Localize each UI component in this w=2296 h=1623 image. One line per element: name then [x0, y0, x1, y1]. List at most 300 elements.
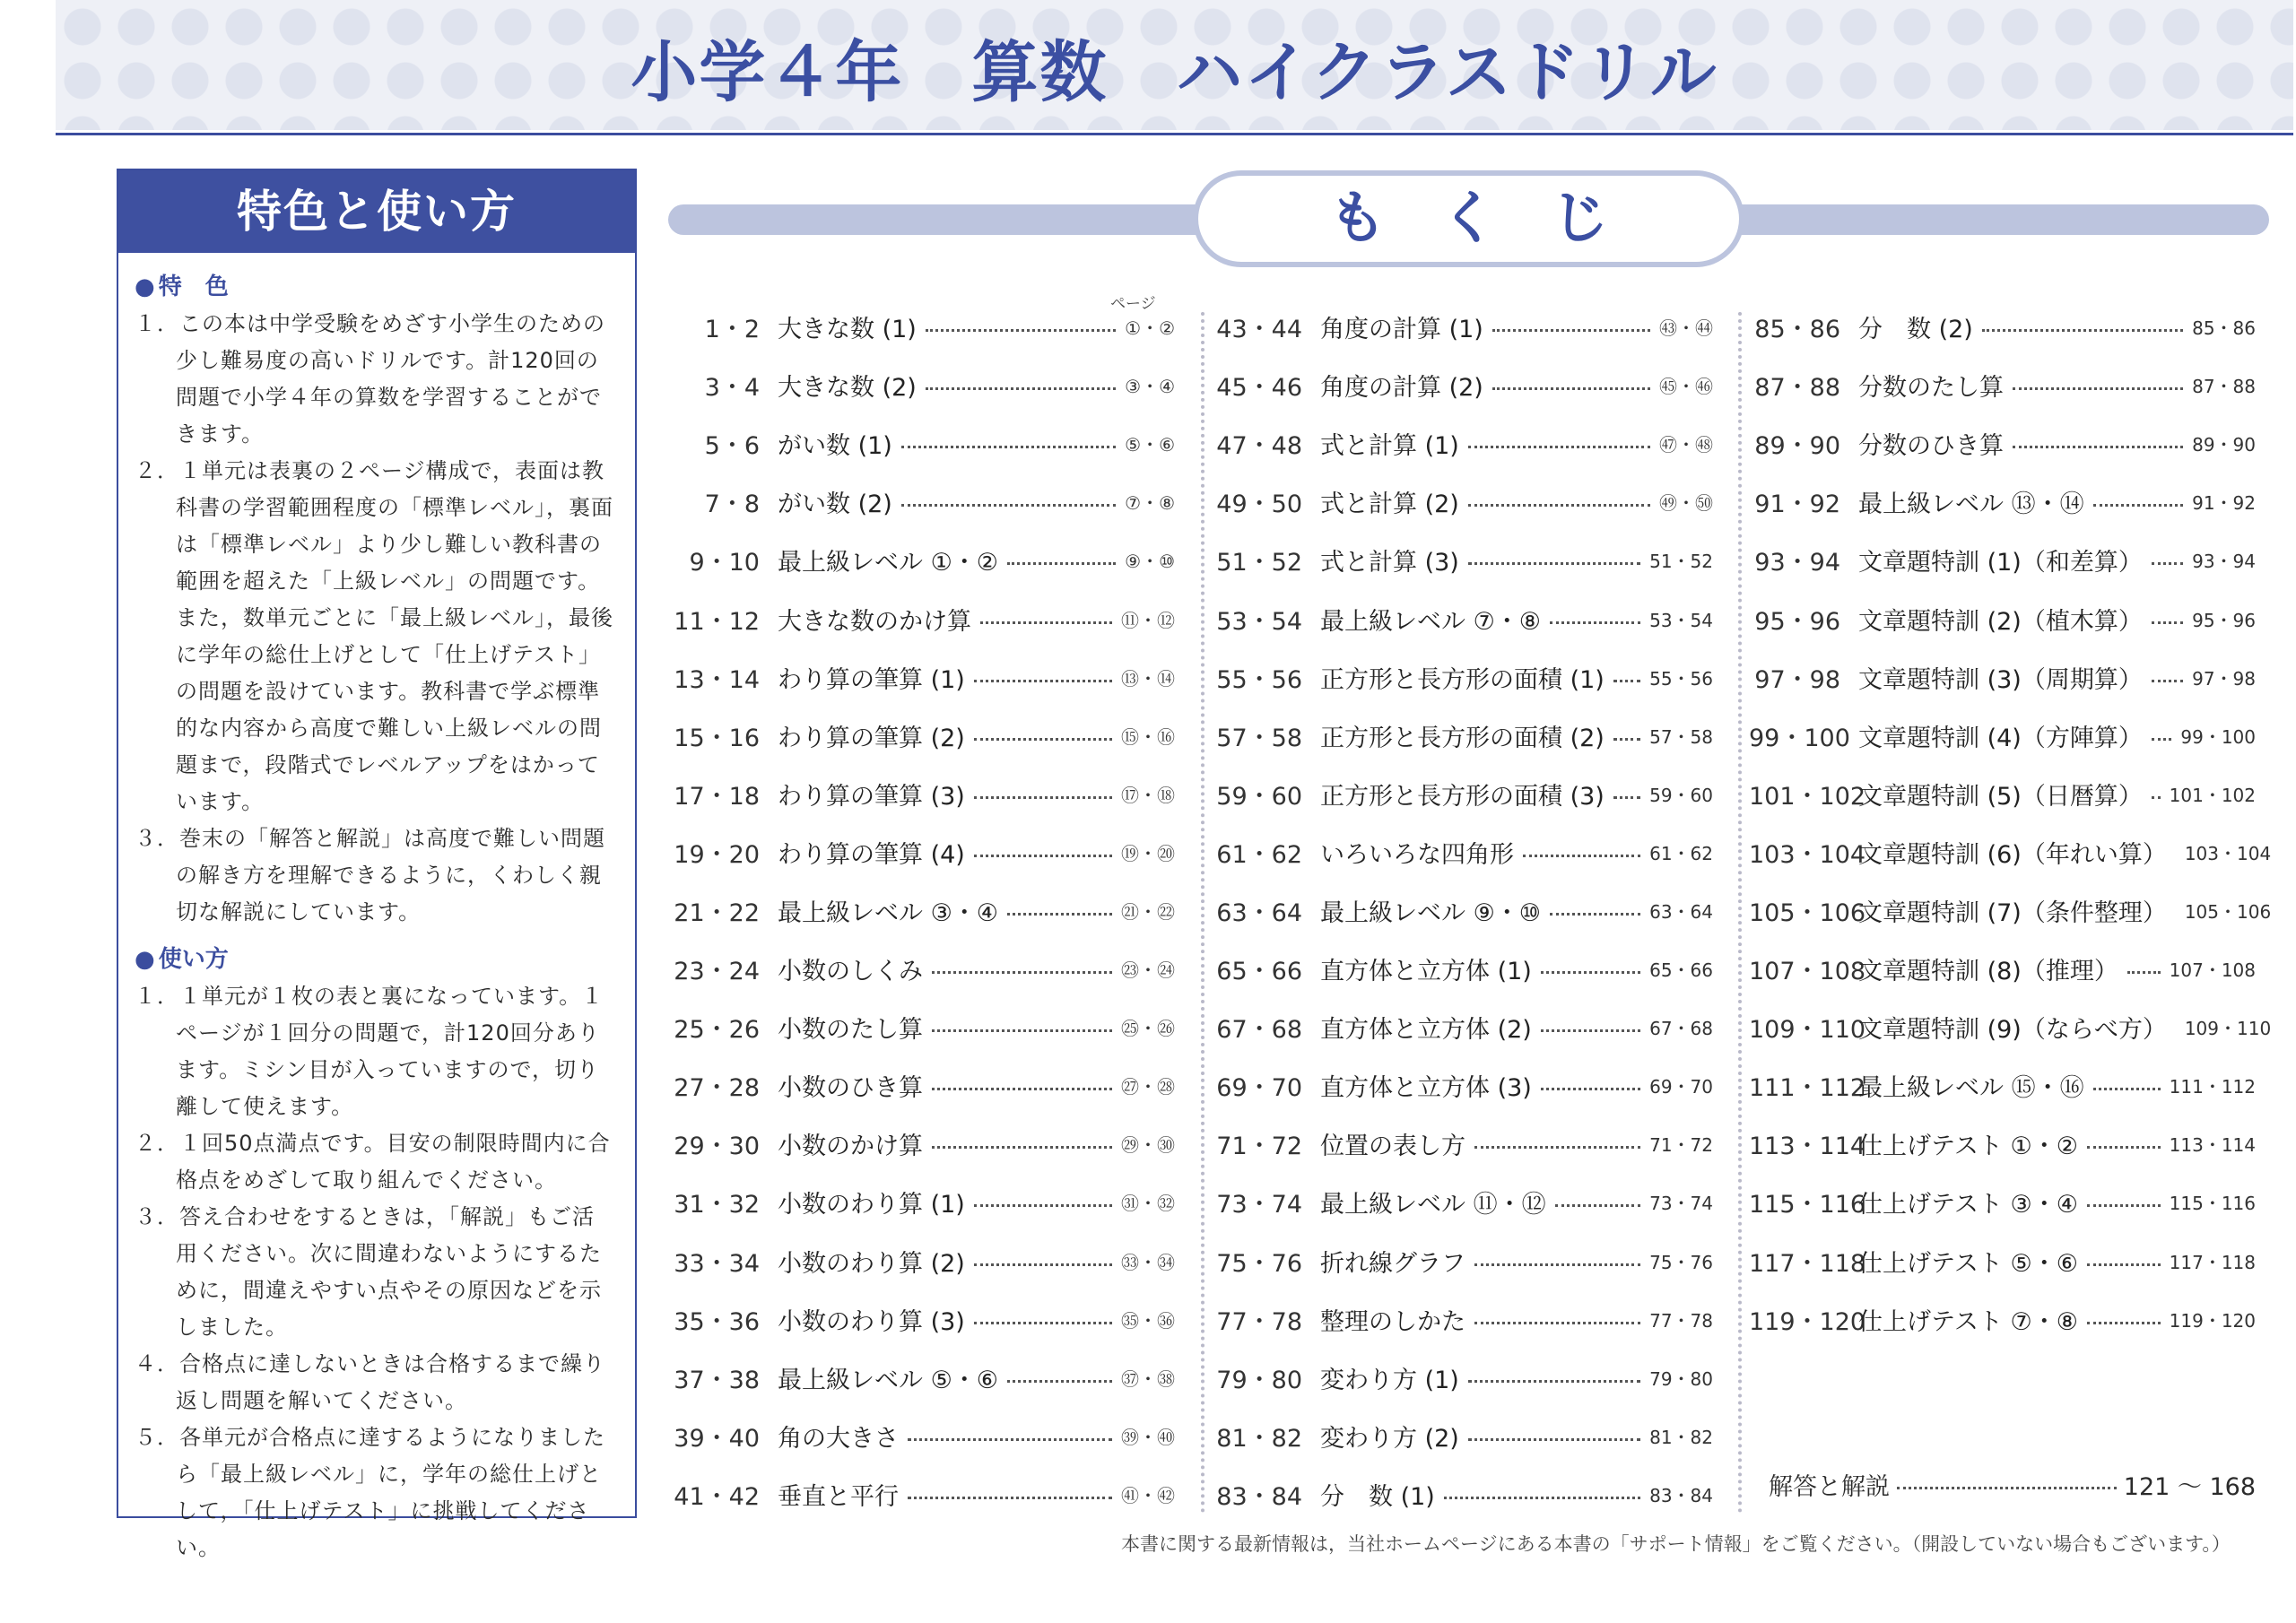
toc-entry[interactable] — [668, 940, 1175, 998]
answers-entry[interactable] — [1769, 1467, 2256, 1502]
toc-entry[interactable] — [1749, 1115, 2256, 1173]
unit-number: 63・64 — [1216, 898, 1302, 927]
unit-title: 文章題特訓 (2)（植木算） — [1858, 607, 2143, 636]
leader-dots — [974, 1322, 1112, 1324]
unit-title: 小数のかけ算 — [778, 1133, 923, 1161]
unit-title: 大きな数 (2) — [778, 374, 917, 403]
page-range: 83・84 — [1649, 1484, 1713, 1506]
toc-entry[interactable] — [1211, 298, 1713, 356]
leader-dots — [908, 1497, 1112, 1499]
leader-dots — [2013, 446, 2183, 448]
unit-number: 29・30 — [674, 1133, 760, 1161]
page-range: ㊸・㊹ — [1659, 317, 1713, 340]
unit-number: 59・60 — [1216, 782, 1302, 811]
page-range: 115・116 — [2169, 1193, 2256, 1215]
unit-number: 77・78 — [1216, 1307, 1302, 1336]
section-heading-usage: ● 使い方 — [135, 946, 229, 973]
unit-number: 81・82 — [1216, 1424, 1302, 1453]
usage-item: ５．各単元が合格点に達するようになりましたら「最上級レベル」に，学年の総仕上げとして，「仕上げテスト」に挑戦してください。 — [135, 1425, 605, 1560]
unit-number: 7・8 — [704, 490, 760, 519]
unit-number: 105・106 — [1749, 898, 1866, 927]
unit-number: 113・114 — [1749, 1133, 1866, 1161]
toc-entry[interactable] — [1749, 998, 2272, 1056]
page-range: 101・102 — [2169, 784, 2256, 806]
unit-number: 119・120 — [1749, 1307, 1866, 1336]
unit-title: 折れ線グラフ — [1320, 1249, 1465, 1278]
unit-number: 85・86 — [1754, 316, 1840, 344]
page-range: 119・120 — [2169, 1309, 2256, 1332]
page-range: 59・60 — [1649, 784, 1713, 806]
leader-dots — [1555, 1204, 1641, 1207]
toc-entry[interactable] — [668, 823, 1175, 881]
unit-title: 正方形と長方形の面積 (2) — [1320, 724, 1605, 752]
page-range: 67・68 — [1649, 1018, 1713, 1040]
title-series: ハイクラスドリル — [1176, 34, 1718, 111]
unit-title: 分数のひき算 — [1858, 432, 2004, 461]
unit-number: 93・94 — [1754, 549, 1840, 577]
toc-entry[interactable] — [1211, 531, 1713, 589]
page-range: ㉛・㉜ — [1121, 1193, 1175, 1215]
unit-number: 73・74 — [1216, 1191, 1302, 1219]
unit-number: 91・92 — [1754, 490, 1840, 519]
unit-title: 小数のたし算 — [778, 1016, 923, 1045]
toc-entry[interactable] — [1749, 648, 2256, 707]
page-range: 93・94 — [2192, 551, 2256, 573]
leader-dots — [2152, 796, 2161, 799]
toc-entry[interactable] — [1749, 473, 2256, 531]
leader-dots — [1550, 621, 1640, 624]
page-range: 75・76 — [1649, 1251, 1713, 1273]
unit-title: 式と計算 (2) — [1320, 490, 1459, 519]
page-range: 95・96 — [2192, 609, 2256, 631]
page-range: 111・112 — [2169, 1076, 2256, 1098]
toc-entry[interactable] — [668, 707, 1175, 765]
toc-entry[interactable] — [668, 1349, 1175, 1407]
unit-title: 大きな数のかけ算 — [778, 607, 971, 636]
toc-entry[interactable] — [1211, 1115, 1713, 1173]
page-range: ㊾・㊿ — [1659, 492, 1713, 515]
page-range: 65・66 — [1649, 959, 1713, 982]
unit-number: 19・20 — [674, 840, 760, 869]
unit-title: わり算の筆算 (4) — [778, 840, 965, 869]
toc-entry[interactable] — [1749, 881, 2272, 940]
unit-title: 最上級レベル ⑤・⑥ — [778, 1366, 998, 1394]
page-range: 91・92 — [2192, 492, 2256, 515]
leader-dots — [1474, 1263, 1640, 1266]
title-grade: 小学４年 — [631, 34, 904, 111]
page-range: ㊺・㊻ — [1659, 376, 1713, 398]
features-body — [118, 253, 635, 1567]
unit-number: 57・58 — [1216, 724, 1302, 752]
toc-entry[interactable] — [1749, 1290, 2256, 1349]
unit-title: 直方体と立方体 (1) — [1320, 958, 1532, 986]
toc-entry[interactable] — [1211, 1407, 1713, 1465]
leader-dots — [908, 1438, 1112, 1441]
unit-number: 97・98 — [1754, 665, 1840, 694]
toc-entry[interactable] — [668, 589, 1175, 647]
unit-title: 最上級レベル ⑨・⑩ — [1320, 898, 1541, 927]
unit-number: 37・38 — [674, 1366, 760, 1394]
unit-title: 文章題特訓 (1)（和差算） — [1858, 549, 2143, 577]
leader-dots — [926, 387, 1116, 390]
toc-entry[interactable] — [1749, 531, 2256, 589]
toc-entry[interactable] — [668, 356, 1175, 414]
unit-title: 最上級レベル ①・② — [778, 549, 998, 577]
column-divider — [1201, 312, 1205, 1514]
page-range: 81・82 — [1649, 1426, 1713, 1448]
unit-title: 小数のわり算 (3) — [778, 1307, 965, 1336]
unit-title: 最上級レベル ③・④ — [778, 898, 998, 927]
toc-entry[interactable] — [1211, 1232, 1713, 1290]
toc-entry[interactable] — [668, 1232, 1175, 1290]
unit-title: 最上級レベル ⑪・⑫ — [1320, 1191, 1546, 1219]
unit-number: 87・88 — [1754, 374, 1840, 403]
page-range: 103・104 — [2184, 842, 2272, 864]
unit-title: 直方体と立方体 (2) — [1320, 1016, 1532, 1045]
page-range: 87・88 — [2192, 376, 2256, 398]
unit-title: 文章題特訓 (9)（ならべ方） — [1858, 1016, 2167, 1045]
unit-number: 31・32 — [674, 1191, 760, 1219]
leader-dots — [1444, 1497, 1640, 1499]
unit-number: 33・34 — [674, 1249, 760, 1278]
page-range: 73・74 — [1649, 1193, 1713, 1215]
leader-dots — [901, 446, 1116, 448]
answers-pages: 121 ～ 168 — [2123, 1473, 2256, 1501]
unit-number: 69・70 — [1216, 1074, 1302, 1103]
page-range: ㊲・㊳ — [1121, 1367, 1175, 1390]
toc-entry[interactable] — [668, 648, 1175, 707]
toc-entry[interactable] — [668, 473, 1175, 531]
features-box — [117, 169, 637, 1560]
feature-item: １．この本は中学受験をめざす小学生のための少し難易度の高いドリルです。計120回の問題で小学４年の算数を学習することができます。 — [135, 311, 605, 447]
unit-title: 最上級レベル ⑦・⑧ — [1320, 607, 1541, 636]
footer-note: 本書に関する最新情報は，当社ホームページにある本書の「サポート情報」をご覧ください。（開設していない場合もございます。） — [1121, 1533, 2231, 1555]
unit-number: 15・16 — [674, 724, 760, 752]
unit-title: 文章題特訓 (3)（周期算） — [1858, 665, 2143, 694]
page-range: ㉟・㊱ — [1121, 1309, 1175, 1332]
toc-entry[interactable] — [668, 1465, 1175, 1523]
leader-dots — [1468, 1380, 1640, 1383]
leader-dots — [1007, 562, 1116, 565]
toc-entry[interactable] — [1749, 707, 2256, 765]
leader-dots — [2152, 562, 2183, 565]
unit-number: 117・118 — [1749, 1249, 1866, 1278]
toc-entry[interactable] — [1211, 473, 1713, 531]
leader-dots — [926, 329, 1116, 332]
bullet-icon: ● — [135, 946, 155, 973]
leader-dots — [932, 1088, 1112, 1090]
page-range: ⑲・⑳ — [1121, 842, 1175, 864]
unit-title: 文章題特訓 (6)（年れい算） — [1858, 840, 2167, 869]
leader-dots — [2013, 387, 2183, 390]
unit-number: 21・22 — [674, 898, 760, 927]
section-heading-features: ● 特 色 — [135, 273, 229, 300]
toc-entry[interactable] — [1211, 1349, 1713, 1407]
page-range: 99・100 — [2180, 725, 2256, 748]
page-range: ㉙・㉚ — [1121, 1134, 1175, 1157]
page-range: 53・54 — [1649, 609, 1713, 631]
toc-entry[interactable] — [1211, 648, 1713, 707]
unit-title: 直方体と立方体 (3) — [1320, 1074, 1532, 1103]
unit-title: 変わり方 (1) — [1320, 1366, 1459, 1394]
toc-entry[interactable] — [668, 765, 1175, 823]
toc-entry[interactable] — [1211, 356, 1713, 414]
unit-number: 49・50 — [1216, 490, 1302, 519]
toc-entry[interactable] — [1211, 765, 1713, 823]
leader-dots — [1550, 913, 1640, 916]
toc-entry[interactable] — [668, 298, 1175, 356]
unit-number: 41・42 — [674, 1482, 760, 1511]
unit-title: 仕上げテスト ①・② — [1858, 1133, 2078, 1161]
unit-number: 71・72 — [1216, 1133, 1302, 1161]
leader-dots — [1982, 329, 2183, 332]
toc-column-2 — [1211, 298, 1713, 1523]
page-range: ⑤・⑥ — [1125, 434, 1175, 456]
leader-dots — [1468, 1438, 1640, 1441]
page-title — [56, 20, 2293, 115]
page-range: 77・78 — [1649, 1309, 1713, 1332]
page-range: ⑨・⑩ — [1125, 551, 1175, 573]
unit-number: 89・90 — [1754, 432, 1840, 461]
leader-dots — [2087, 1322, 2161, 1324]
unit-title: 正方形と長方形の面積 (3) — [1320, 782, 1605, 811]
toc-entry[interactable] — [1749, 414, 2256, 473]
unit-number: 43・44 — [1216, 316, 1302, 344]
unit-title: がい数 (1) — [778, 432, 892, 461]
unit-title: 仕上げテスト ③・④ — [1858, 1191, 2078, 1219]
unit-number: 9・10 — [689, 549, 760, 577]
unit-number: 65・66 — [1216, 958, 1302, 986]
toc-entry[interactable] — [1749, 940, 2256, 998]
leader-dots — [1007, 913, 1112, 916]
leader-dots — [1492, 329, 1650, 332]
page-range: 107・108 — [2169, 959, 2256, 982]
unit-number: 27・28 — [674, 1074, 760, 1103]
unit-title: 式と計算 (3) — [1320, 549, 1459, 577]
header-rule — [56, 133, 2293, 135]
unit-number: 23・24 — [674, 958, 760, 986]
unit-title: 仕上げテスト ⑤・⑥ — [1858, 1249, 2078, 1278]
toc-entry[interactable] — [668, 1173, 1175, 1231]
leader-dots — [1474, 1146, 1640, 1149]
unit-title: 角度の計算 (2) — [1320, 374, 1483, 403]
page-range: ⑬・⑭ — [1121, 667, 1175, 690]
toc-entry[interactable] — [1749, 1173, 2256, 1231]
leader-dots — [1474, 1322, 1640, 1324]
toc-column-3 — [1749, 298, 2272, 1349]
leader-dots — [1897, 1487, 2117, 1489]
feature-item: ２．１単元は表裏の２ページ構成で，表面は教科書の学習範囲程度の「標準レベル」，裏面は「標準レベル」より少し難しい教科書の範囲を超えた「上級レベル」の問題です。また，数単元ごとに「最上級レベル」，最後に学年の総仕上げとして「仕上げテスト」の問題を設けています。教科書で学ぶ標準的な内容から高度で難しい上級レベルの問題まで，段階式でレベルアップをはかっています。 — [135, 458, 613, 814]
toc-entry[interactable] — [668, 1056, 1175, 1115]
unit-number: 35・36 — [674, 1307, 760, 1336]
unit-number: 51・52 — [1216, 549, 1302, 577]
bullet-icon: ● — [135, 273, 155, 300]
toc-entry[interactable] — [668, 531, 1175, 589]
toc-entry[interactable] — [1749, 356, 2256, 414]
unit-title: 文章題特訓 (7)（条件整理） — [1858, 898, 2167, 927]
toc-entry[interactable] — [1211, 881, 1713, 940]
unit-title: 文章題特訓 (4)（方陣算） — [1858, 724, 2143, 752]
leader-dots — [1492, 387, 1650, 390]
leader-dots — [2087, 1204, 2161, 1207]
unit-title: 式と計算 (1) — [1320, 432, 1459, 461]
unit-title: 整理のしかた — [1320, 1307, 1465, 1336]
page-range: ㉑・㉒ — [1121, 900, 1175, 923]
toc-entry[interactable] — [1211, 1290, 1713, 1349]
page-range: 51・52 — [1649, 551, 1713, 573]
toc-entry[interactable] — [1211, 823, 1713, 881]
page-range: 109・110 — [2184, 1018, 2272, 1040]
page-range: 71・72 — [1649, 1134, 1713, 1157]
unit-title: わり算の筆算 (1) — [778, 665, 965, 694]
page-range: 113・114 — [2169, 1134, 2256, 1157]
column-divider — [1738, 312, 1742, 1514]
toc-entry[interactable] — [668, 998, 1175, 1056]
leader-dots — [2093, 504, 2184, 507]
features-heading: 特色と使い方 — [118, 170, 635, 253]
leader-dots — [1541, 1029, 1640, 1032]
unit-title: 小数のしくみ — [778, 958, 923, 986]
feature-item: ３．巻末の「解答と解説」は高度で難しい問題の解き方を理解できるように，くわしく親切な解説にしています。 — [135, 826, 605, 924]
unit-number: 107・108 — [1749, 958, 1866, 986]
toc-entry[interactable] — [1211, 1173, 1713, 1231]
leader-dots — [1468, 562, 1640, 565]
unit-title: 分数のたし算 — [1858, 374, 2004, 403]
title-subject: 算数 — [971, 34, 1109, 111]
unit-title: 垂直と平行 — [778, 1482, 899, 1511]
page-range: 63・64 — [1649, 900, 1713, 923]
leader-dots — [974, 855, 1112, 857]
toc-entry[interactable] — [1211, 1465, 1713, 1523]
leader-dots — [2087, 1146, 2161, 1149]
unit-number: 47・48 — [1216, 432, 1302, 461]
page-range: ㊶・㊷ — [1121, 1484, 1175, 1506]
unit-number: 103・104 — [1749, 840, 1866, 869]
page-range: 105・106 — [2184, 900, 2272, 923]
unit-title: 位置の表し方 — [1320, 1133, 1465, 1161]
unit-title: 角の大きさ — [778, 1424, 899, 1453]
usage-item: ４．合格点に達しないときは合格するまで繰り返し問題を解いてください。 — [135, 1351, 605, 1413]
page-range: 61・62 — [1649, 842, 1713, 864]
toc-entry[interactable] — [1749, 1232, 2256, 1290]
toc-entry[interactable] — [1211, 940, 1713, 998]
unit-title: 正方形と長方形の面積 (1) — [1320, 665, 1605, 694]
unit-number: 109・110 — [1749, 1016, 1866, 1045]
toc-entry[interactable] — [668, 881, 1175, 940]
toc-entry[interactable] — [668, 1290, 1175, 1349]
unit-number: 39・40 — [674, 1424, 760, 1453]
unit-number: 55・56 — [1216, 665, 1302, 694]
page-range: ㉝・㉞ — [1121, 1251, 1175, 1273]
leader-dots — [1541, 971, 1640, 974]
leader-dots — [1613, 738, 1640, 741]
unit-number: 53・54 — [1216, 607, 1302, 636]
page-range: ⑰・⑱ — [1121, 784, 1175, 806]
leader-dots — [974, 680, 1112, 682]
toc-entry[interactable] — [1211, 1056, 1713, 1115]
unit-title: 最上級レベル ⑮・⑯ — [1858, 1074, 2084, 1103]
page-label: ページ — [1110, 295, 1156, 313]
page-range: ㉕・㉖ — [1121, 1018, 1175, 1040]
unit-number: 99・100 — [1749, 724, 1850, 752]
unit-number: 83・84 — [1216, 1482, 1302, 1511]
leader-dots — [1613, 680, 1640, 682]
toc-entry[interactable] — [1211, 414, 1713, 473]
unit-number: 3・4 — [704, 374, 760, 403]
toc-entry[interactable] — [1749, 765, 2256, 823]
unit-number: 11・12 — [674, 607, 760, 636]
unit-title: 文章題特訓 (5)（日暦算） — [1858, 782, 2143, 811]
unit-title: 小数のひき算 — [778, 1074, 923, 1103]
unit-title: 角度の計算 (1) — [1320, 316, 1483, 344]
unit-title: 分 数 (2) — [1858, 316, 1973, 344]
toc-entry[interactable] — [1749, 298, 2256, 356]
leader-dots — [901, 504, 1116, 507]
leader-dots — [980, 621, 1112, 624]
leader-dots — [1468, 504, 1650, 507]
page-range: ③・④ — [1125, 376, 1175, 398]
unit-number: 67・68 — [1216, 1016, 1302, 1045]
toc-entry[interactable] — [1211, 998, 1713, 1056]
leader-dots — [2152, 680, 2183, 682]
leader-dots — [932, 1029, 1112, 1032]
leader-dots — [1468, 446, 1650, 448]
toc-entry[interactable] — [668, 414, 1175, 473]
toc-heading: もくじ — [1193, 170, 1744, 267]
leader-dots — [974, 1204, 1112, 1207]
toc-entry[interactable] — [1749, 823, 2272, 881]
toc-entry[interactable] — [1749, 1056, 2256, 1115]
unit-number: 25・26 — [674, 1016, 760, 1045]
page-range: ⑪・⑫ — [1121, 609, 1175, 631]
toc-entry[interactable] — [1211, 707, 1713, 765]
page-range: 117・118 — [2169, 1251, 2256, 1273]
unit-title: 大きな数 (1) — [778, 316, 917, 344]
leader-dots — [932, 971, 1112, 974]
unit-number: 115・116 — [1749, 1191, 1866, 1219]
leader-dots — [1523, 855, 1640, 857]
unit-number: 75・76 — [1216, 1249, 1302, 1278]
unit-title: わり算の筆算 (2) — [778, 724, 965, 752]
leader-dots — [974, 738, 1112, 741]
leader-dots — [2087, 1263, 2161, 1266]
page-range: 69・70 — [1649, 1076, 1713, 1098]
page-range: 79・80 — [1649, 1367, 1713, 1390]
usage-item: ３．答え合わせをするときは，「解説」もご活用ください。次に間違わないようにするために，間違えやすい点やその原因などを示しました。 — [135, 1204, 602, 1340]
page-range: ㉗・㉘ — [1121, 1076, 1175, 1098]
unit-number: 79・80 — [1216, 1366, 1302, 1394]
page-range: 55・56 — [1649, 667, 1713, 690]
toc-entry[interactable] — [1211, 589, 1713, 647]
unit-title: 変わり方 (2) — [1320, 1424, 1459, 1453]
toc-entry[interactable] — [668, 1407, 1175, 1465]
page-range: 97・98 — [2192, 667, 2256, 690]
unit-title: いろいろな四角形 — [1320, 840, 1514, 869]
unit-number: 5・6 — [704, 432, 760, 461]
page-range: ㊼・㊽ — [1659, 434, 1713, 456]
unit-title: 小数のわり算 (1) — [778, 1191, 965, 1219]
toc-entry[interactable] — [1749, 589, 2256, 647]
leader-dots — [1007, 1380, 1112, 1383]
toc-entry[interactable] — [668, 1115, 1175, 1173]
page-range: 85・86 — [2192, 317, 2256, 340]
leader-dots — [1541, 1088, 1640, 1090]
unit-number: 45・46 — [1216, 374, 1302, 403]
unit-number: 95・96 — [1754, 607, 1840, 636]
unit-title: 最上級レベル ⑬・⑭ — [1858, 490, 2084, 519]
unit-title: 仕上げテスト ⑦・⑧ — [1858, 1307, 2078, 1336]
page-range: ㊴・㊵ — [1121, 1426, 1175, 1448]
